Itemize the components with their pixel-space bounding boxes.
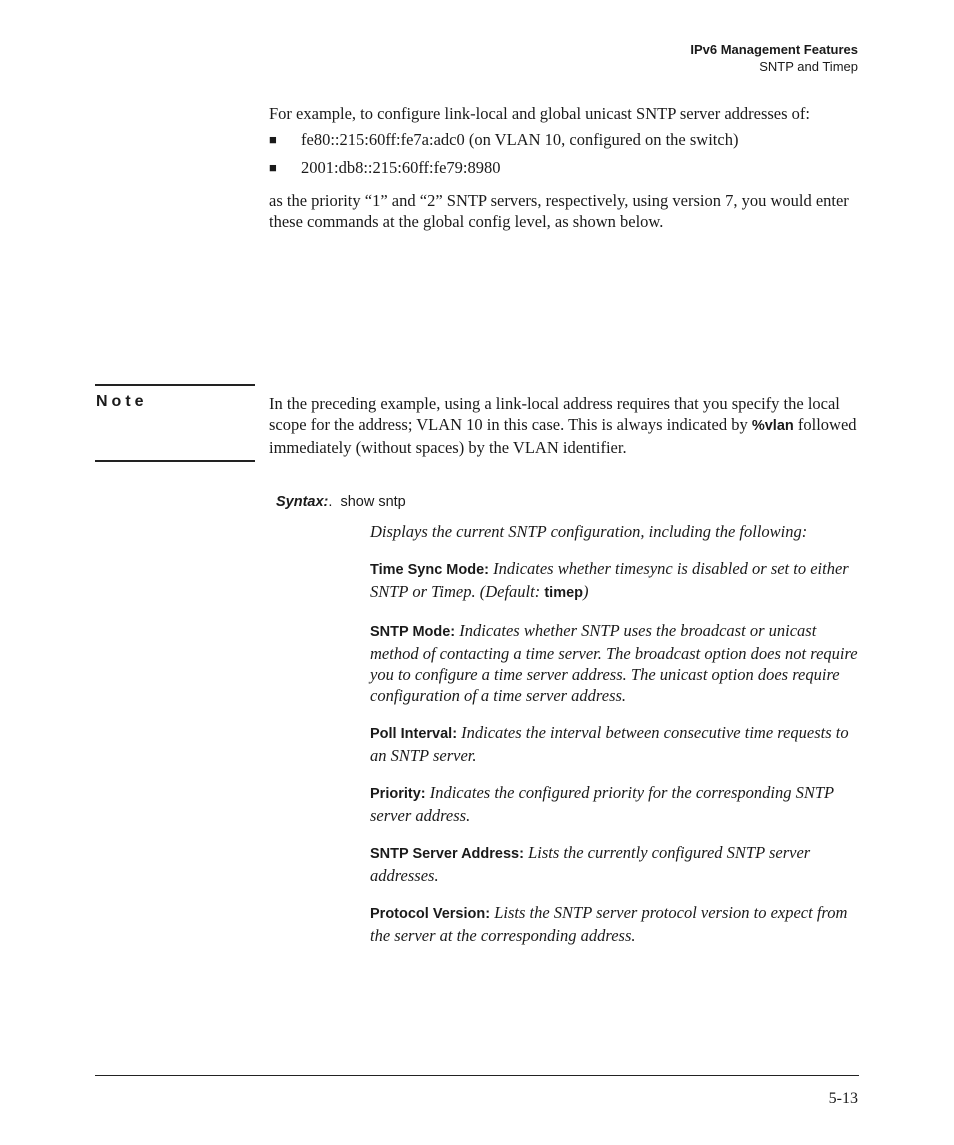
note-text <box>269 393 861 458</box>
note-top-rule <box>95 384 255 386</box>
list-item <box>370 782 859 826</box>
item-term: SNTP Mode: <box>370 624 456 640</box>
note-text-end: followed immediately (without spaces) by the VLAN identifier. <box>269 415 857 457</box>
item-text: Lists the currently configured SNTP server addresses. <box>370 843 811 885</box>
list-item <box>269 129 859 150</box>
bullet-text: 2001:db8::215:60ff:fe79:8980 <box>301 158 501 177</box>
item-tail: ) <box>583 582 589 601</box>
list-item <box>370 902 859 946</box>
intro-paragraph-2: as the priority “1” and “2” SNTP servers, respectively, using version 7, you would enter these commands at the global config level, as shown below. <box>269 191 849 231</box>
item-text: Indicates the configured priority for the corresponding SNTP server address. <box>370 783 834 825</box>
note-label: Note <box>96 393 148 410</box>
item-term: SNTP Server Address: <box>370 846 524 862</box>
item-term: Time Sync Mode: <box>370 562 489 578</box>
syntax-separator: . <box>328 494 333 510</box>
command-description <box>370 521 859 962</box>
item-term: Priority: <box>370 786 426 802</box>
description-intro: Displays the current SNTP configuration, including the following: <box>370 522 808 541</box>
note-bottom-rule <box>95 460 255 462</box>
header-chapter: IPv6 Management Features <box>690 42 858 57</box>
item-text: Lists the SNTP server protocol version to expect from the server at the corresponding address. <box>370 903 848 945</box>
list-item <box>370 722 859 766</box>
footer-rule <box>95 1075 859 1076</box>
list-item <box>269 157 859 178</box>
header-section: SNTP and Timep <box>759 59 858 74</box>
bullet-text: fe80::215:60ff:fe7a:adc0 (on VLAN 10, configured on the switch) <box>301 130 739 149</box>
item-term: Poll Interval: <box>370 726 458 742</box>
item-term: Protocol Version: <box>370 906 491 922</box>
item-text: Indicates whether SNTP uses the broadcast or unicast method of contacting a time server. The broadcast option does not require you to configure a time server address. The unicast option does require configuration of a time server address. <box>370 621 858 705</box>
item-default-value: timep <box>544 585 584 601</box>
syntax-command: show sntp <box>340 494 406 510</box>
list-item <box>370 620 859 706</box>
running-header <box>690 41 858 75</box>
intro-block <box>269 103 859 232</box>
note-vlan-keyword: %vlan <box>751 418 794 434</box>
item-text: Indicates the interval between consecutive time requests to an SNTP server. <box>370 723 849 765</box>
note-text-start: In the preceding example, using a link-local address requires that you specify the local scope for the address; VLAN 10 in this case. This is always indicated by <box>269 394 840 434</box>
list-item <box>370 842 859 886</box>
syntax-line <box>276 494 406 510</box>
bullet-icon: ■ <box>269 132 277 147</box>
bullet-icon: ■ <box>269 160 277 175</box>
page-number: 5-13 <box>828 1090 858 1107</box>
list-item <box>370 558 859 604</box>
syntax-label: Syntax: <box>276 494 329 510</box>
item-text: Indicates whether timesync is disabled or set to either SNTP or Timep. (Default: <box>370 559 849 601</box>
intro-paragraph: For example, to configure link-local and global unicast SNTP server addresses of: <box>269 104 810 123</box>
